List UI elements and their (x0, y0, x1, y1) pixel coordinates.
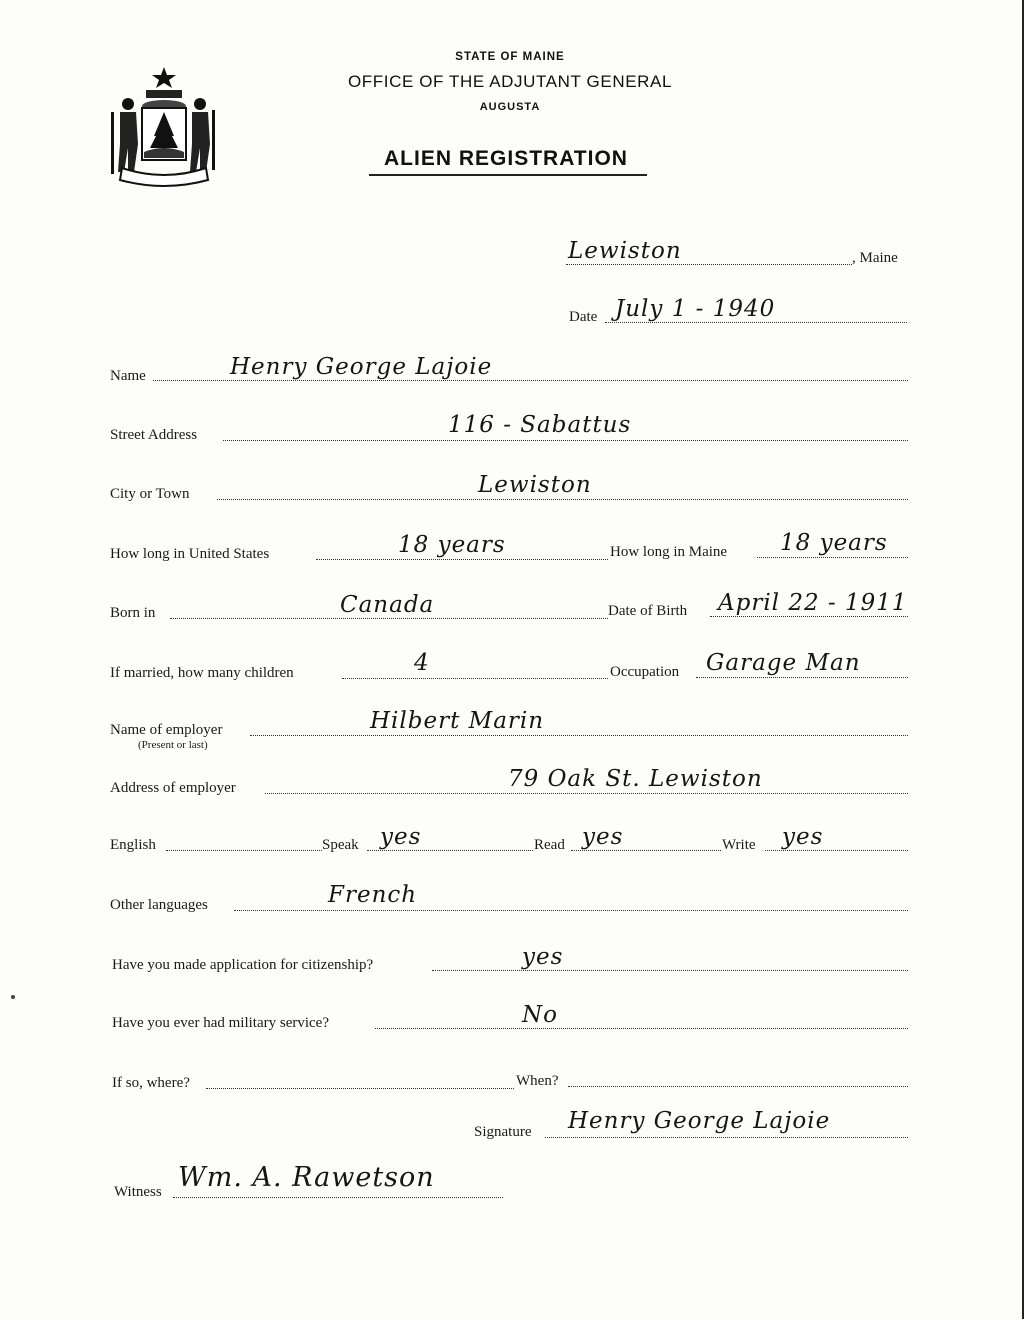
occupation-line (696, 677, 908, 678)
where-label: If so, where? (112, 1075, 190, 1091)
date-label: Date (569, 309, 598, 325)
how-long-maine-line (757, 557, 908, 558)
dob-value: April 22 - 1911 (718, 590, 908, 616)
employer-address-label: Address of employer (110, 780, 236, 796)
witness-value: Wm. A. Rawetson (178, 1162, 435, 1193)
title-underline (369, 174, 647, 176)
other-languages-line (234, 910, 908, 911)
form-title: ALIEN REGISTRATION (384, 147, 628, 170)
born-in-line (170, 618, 608, 619)
read-line (571, 850, 721, 851)
children-line (342, 678, 608, 679)
military-label: Have you ever had military service? (112, 1015, 329, 1031)
other-languages-label: Other languages (110, 897, 208, 913)
city-label: City or Town (110, 486, 190, 502)
employer-address-value: 79 Oak St. Lewiston (508, 766, 763, 792)
speak-line (367, 850, 533, 851)
signature-label: Signature (474, 1124, 532, 1140)
born-in-label: Born in (110, 605, 156, 621)
employer-label: Name of employer (110, 722, 223, 738)
date-line (605, 322, 907, 323)
citizenship-value: yes (522, 944, 564, 970)
street-label: Street Address (110, 427, 198, 443)
read-value: yes (582, 824, 624, 850)
english-label: English (110, 837, 156, 853)
write-line (765, 850, 908, 851)
how-long-us-label: How long in United States (110, 546, 270, 562)
citizenship-line (432, 970, 908, 971)
witness-line (173, 1197, 503, 1198)
occupation-value: Garage Man (706, 650, 861, 676)
place-suffix: , Maine (852, 250, 898, 266)
how-long-us-line (316, 559, 608, 560)
write-label: Write (722, 837, 756, 853)
occupation-label: Occupation (610, 664, 680, 680)
english-line (166, 850, 322, 851)
other-languages-value: French (328, 882, 418, 908)
state-heading: STATE OF MAINE (455, 51, 565, 63)
scan-speck (11, 995, 15, 999)
employer-sublabel: (Present or last) (138, 739, 208, 751)
city-line (217, 499, 908, 500)
dob-label: Date of Birth (608, 603, 688, 619)
when-line (568, 1086, 908, 1087)
how-long-maine-value: 18 years (780, 530, 888, 556)
employer-address-line (265, 793, 908, 794)
city-heading: AUGUSTA (479, 101, 541, 113)
read-label: Read (534, 837, 565, 853)
when-label: When? (516, 1073, 559, 1089)
street-line (223, 440, 908, 441)
place-value: Lewiston (568, 238, 682, 264)
dob-line (710, 616, 908, 617)
speak-value: yes (380, 824, 422, 850)
signature-value: Henry George Lajoie (568, 1108, 831, 1134)
where-line (206, 1088, 514, 1089)
children-value: 4 (414, 650, 430, 676)
name-label: Name (110, 368, 146, 384)
street-value: 116 - Sabattus (448, 412, 632, 438)
city-value: Lewiston (478, 472, 592, 498)
military-line (375, 1028, 908, 1029)
place-line (566, 264, 852, 265)
write-value: yes (782, 824, 824, 850)
children-label: If married, how many children (110, 665, 294, 681)
born-in-value: Canada (340, 592, 435, 618)
how-long-maine-label: How long in Maine (610, 544, 728, 560)
name-line (153, 380, 908, 381)
date-value: July 1 - 1940 (615, 296, 776, 322)
name-value: Henry George Lajoie (230, 354, 493, 380)
employer-line (250, 735, 908, 736)
office-heading: OFFICE OF THE ADJUTANT GENERAL (347, 72, 673, 91)
employer-value: Hilbert Marin (370, 708, 545, 734)
military-value: No (522, 1002, 558, 1028)
witness-label: Witness (114, 1184, 162, 1200)
signature-line (545, 1137, 908, 1138)
citizenship-label: Have you made application for citizenship? (112, 957, 374, 973)
how-long-us-value: 18 years (398, 532, 506, 558)
speak-label: Speak (322, 837, 359, 853)
